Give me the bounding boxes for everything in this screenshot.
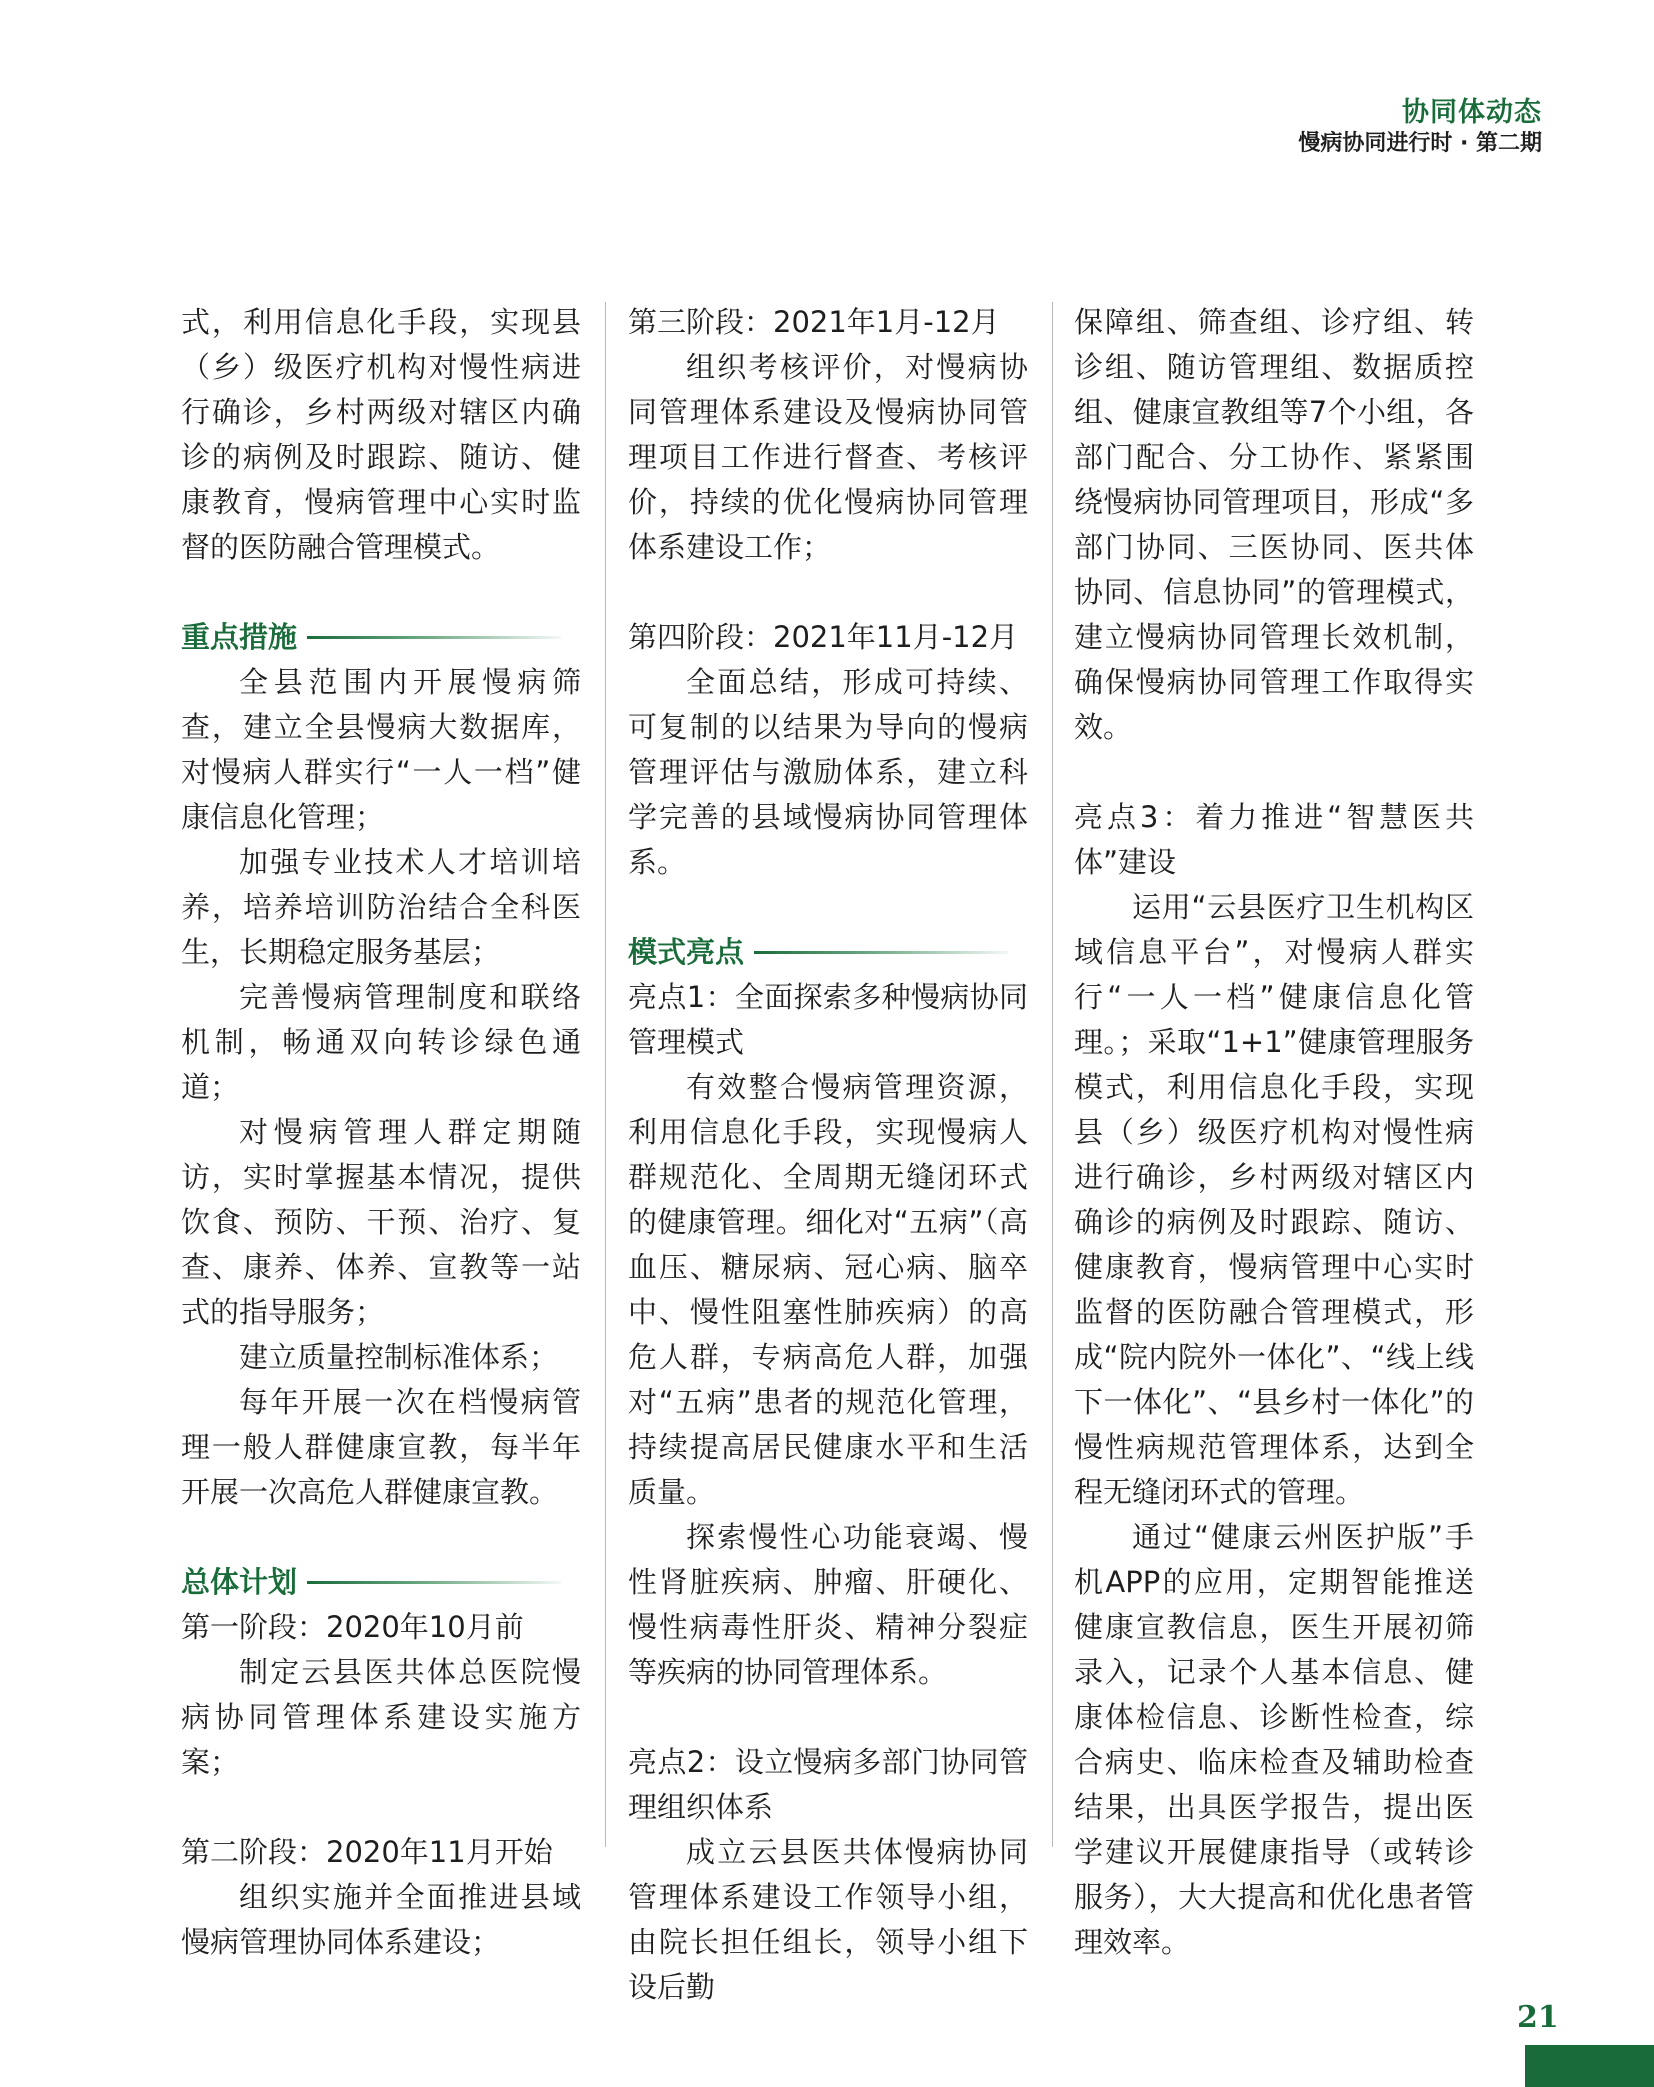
phase-body: 组织考核评价，对慢病协同管理体系建设及慢病协同管理项目工作进行督查、考核评价，持续的优化慢病协同管理体系建设工作； <box>628 350 1028 564</box>
column-2 <box>628 300 1028 2010</box>
highlight-body: 有效整合慢病管理资源，利用信息化手段，实现慢病人群规范化、全周期无缝闭环式的健康管理。细化对“五病”（高血压、糖尿病、冠心病、脑卒中、慢性阻塞性肺疾病）的高危人群，专病高危人群，加强对“五病”患者的规范化管理，持续提高居民健康水平和生活质量。 <box>628 1070 1028 1509</box>
heading-rule <box>307 1581 561 1584</box>
highlight-title: 亮点2：设立慢病多部门协同管理组织体系 <box>628 1745 1028 1824</box>
measure-item: 每年开展一次在档慢病管理一般人群健康宣教，每半年开展一次高危人群健康宣教。 <box>181 1385 581 1509</box>
highlight-body: 运用“云县医疗卫生机构区域信息平台”，对慢病人群实行“一人一档”健康信息化管理。；采取“1+1”健康管理服务模式，利用信息化手段，实现县（乡）级医疗机构对慢性病进行确诊，乡村两级对辖区内确诊的病例及时跟踪、随访、健康教育，慢病管理中心实时监督的医防融合管理模式，形成“院内院外一体化”、“线上线下一体化”、“县乡村一体化”的慢性病规范管理体系，达到全程无缝闭环式的管理。 <box>1074 890 1474 1509</box>
phase-title: 第四阶段：2021年11月-12月 <box>628 620 1019 654</box>
column-divider <box>1052 302 1053 1847</box>
measure-item: 加强专业技术人才培训培养，培养培训防治结合全科医生，长期稳定服务基层； <box>181 845 581 969</box>
phase-body: 组织实施并全面推进县域慢病管理协同体系建设； <box>181 1880 581 1959</box>
phase-title: 第二阶段：2020年11月开始 <box>181 1835 553 1869</box>
corner-block <box>1525 2045 1654 2087</box>
highlight-body: 成立云县医共体慢病协同管理体系建设工作领导小组，由院长担任组长，领导小组下设后勤 <box>628 1835 1028 2004</box>
page-number: 21 <box>1517 2000 1559 2035</box>
plan-heading-text: 总体计划 <box>181 1565 298 1599</box>
section-title: 协同体动态 <box>1402 97 1542 128</box>
highlight-body: 通过“健康云州医护版”手机APP的应用，定期智能推送健康宣教信息，医生开展初筛录入，记录个人基本信息、健康体检信息、诊断性检查，综合病史、临床检查及辅助检查结果，出具医学报告，提出医学建议开展健康指导（或转诊服务），大大提高和优化患者管理效率。 <box>1074 1520 1474 1959</box>
phase-title: 第三阶段：2021年1月-12月 <box>628 305 1000 339</box>
measure-item: 建立质量控制标准体系； <box>239 1340 559 1374</box>
continued-paragraph: 保障组、筛查组、诊疗组、转诊组、随访管理组、数据质控组、健康宣教组等7个小组，各部门配合、分工协作、紧紧围绕慢病协同管理项目，形成“多部门协同、三医协同、医共体协同、信息协同”的管理模式，建立慢病协同管理长效机制，确保慢病协同管理工作取得实效。 <box>1074 305 1474 744</box>
highlights-heading-text: 模式亮点 <box>628 935 745 969</box>
measures-heading-text: 重点措施 <box>181 620 298 654</box>
column-3 <box>1074 300 1474 1965</box>
measure-item: 完善慢病管理制度和联络机制，畅通双向转诊绿色通道； <box>181 980 581 1104</box>
intro-paragraph: 式，利用信息化手段，实现县（乡）级医疗机构对慢性病进行确诊，乡村两级对辖区内确诊的病例及时跟踪、随访、健康教育，慢病管理中心实时监督的医防融合管理模式。 <box>181 305 581 564</box>
phase-body: 制定云县医共体总医院慢病协同管理体系建设实施方案； <box>181 1655 581 1779</box>
heading-rule <box>754 951 1008 954</box>
measure-item: 全县范围内开展慢病筛查，建立全县慢病大数据库，对慢病人群实行“一人一档”健康信息化管理； <box>181 665 581 834</box>
column-divider <box>605 302 606 1847</box>
highlights-heading <box>628 930 1028 975</box>
phase-body: 全面总结，形成可持续、可复制的以结果为导向的慢病管理评估与激励体系，建立科学完善的县域慢病协同管理体系。 <box>628 665 1028 879</box>
highlight-body: 探索慢性心功能衰竭、慢性肾脏疾病、肿瘤、肝硬化、慢性病毒性肝炎、精神分裂症等疾病的协同管理体系。 <box>628 1520 1028 1689</box>
phase-title: 第一阶段：2020年10月前 <box>181 1610 524 1644</box>
highlight-title: 亮点1：全面探索多种慢病协同管理模式 <box>628 980 1028 1059</box>
measure-item: 对慢病管理人群定期随访，实时掌握基本情况，提供饮食、预防、干预、治疗、复查、康养、体养、宣教等一站式的指导服务； <box>181 1115 581 1329</box>
column-1 <box>181 300 581 1965</box>
heading-rule <box>307 636 561 639</box>
highlight-title: 亮点3：着力推进“智慧医共体”建设 <box>1074 800 1474 879</box>
measures-heading <box>181 615 581 660</box>
plan-heading <box>181 1560 581 1605</box>
issue-subtitle: 慢病协同进行时 · 第二期 <box>1298 131 1542 156</box>
